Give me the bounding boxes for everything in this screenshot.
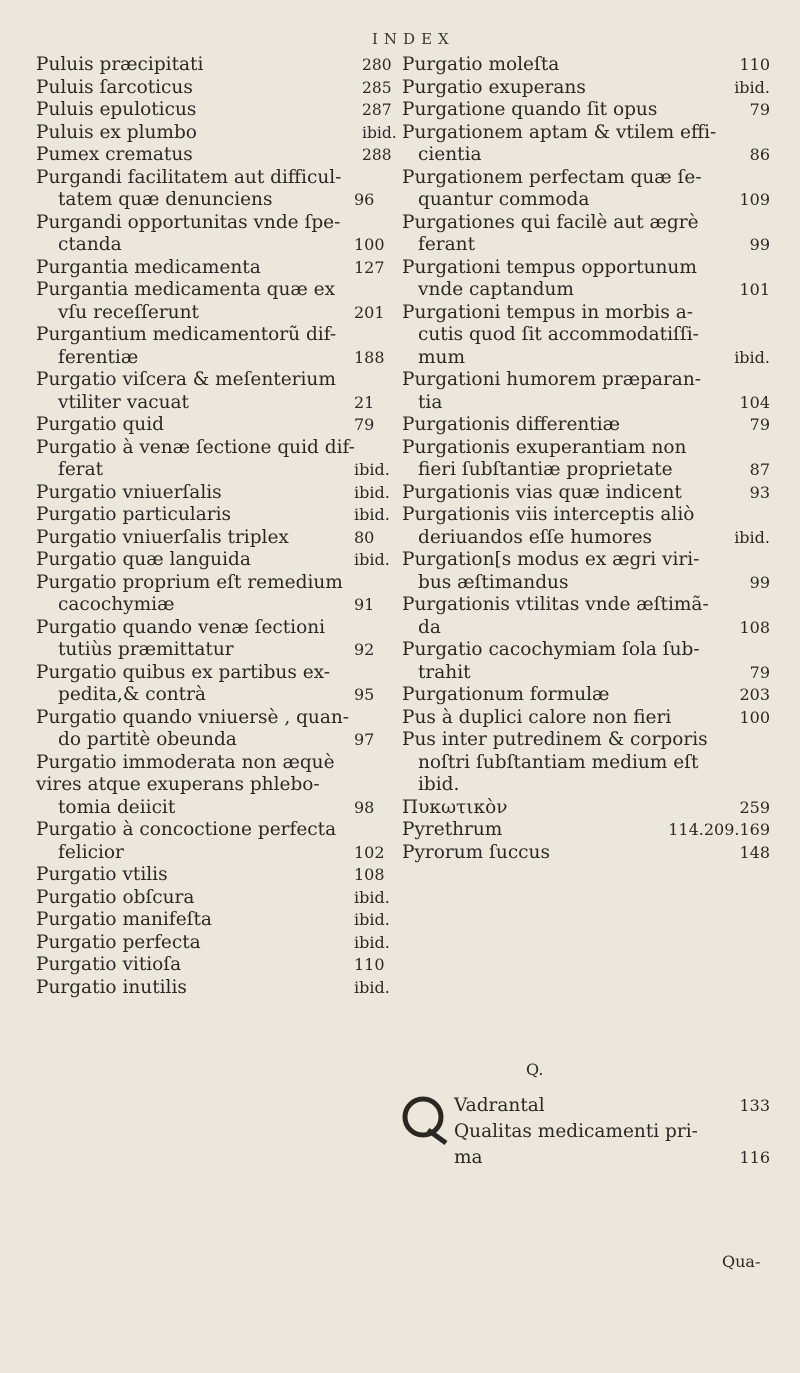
entry-text: Purgatio vniuerſalis triplex: [36, 526, 289, 548]
entry-text: Purgatio moleſta: [402, 54, 560, 75]
entry-page-number: ibid.: [354, 505, 390, 524]
entry-page-number: 127: [354, 257, 385, 277]
entry-page-number: 101: [739, 280, 770, 299]
index-entry: [362, 99, 770, 122]
entry-page-number: 188: [354, 347, 385, 367]
index-entry: [36, 909, 388, 932]
entry-page-number: 100: [739, 707, 770, 727]
index-entry: [36, 77, 388, 100]
entry-page-number: 79: [749, 415, 770, 434]
entry-text: Puluis ex plumbo: [36, 121, 197, 143]
entry-text: Purgationem aptam & vtilem effi-: [402, 121, 717, 143]
entry-text: Purgatio à concoctione perfecta: [36, 819, 337, 840]
entry-page-number: 116: [739, 1148, 770, 1167]
entry-page-number: 110: [354, 955, 385, 974]
entry-text: Pyrethrum: [402, 819, 503, 840]
entry-text: Purgantium medicamentorũ dif-: [36, 324, 337, 345]
index-entry: [36, 504, 388, 527]
entry-page-number: 114.209.169: [668, 820, 770, 839]
entry-text: Purgatio vniuerſalis: [36, 481, 222, 503]
entry-text: Purgationis vias quæ indicent: [402, 481, 682, 503]
entry-text: Purgatio vitioſa: [36, 954, 182, 975]
index-entry: [36, 932, 388, 955]
index-entry: [362, 324, 770, 347]
entry-text: Pus inter putredinem & corporis: [402, 729, 708, 750]
entry-text: Purgatio manifeſta: [36, 909, 212, 930]
entry-page-number: 259: [739, 797, 770, 817]
entry-page-number: ibid.: [734, 527, 770, 547]
entry-page-number: 108: [354, 865, 385, 884]
entry-text: ctanda: [58, 234, 122, 255]
index-entry: [36, 887, 388, 910]
left-column: [36, 54, 388, 999]
index-entry: [362, 347, 770, 370]
entry-text: Purgationem perfectam quæ ſe-: [402, 166, 702, 188]
index-entry: [362, 392, 770, 415]
entry-text: Purgatio cacochymiam ſola ſub-: [402, 639, 700, 660]
index-entry: [36, 594, 388, 617]
index-entry: [36, 819, 388, 842]
index-entry: [36, 212, 388, 235]
index-entry: [36, 414, 388, 437]
index-entry: [362, 662, 770, 685]
index-entry: [36, 347, 388, 370]
entry-page-number: 97: [354, 730, 375, 749]
entry-page-number: ibid.: [354, 550, 390, 569]
entry-text: Puluis ſarcoticus: [36, 76, 193, 98]
entry-text: tutiùs præmittatur: [58, 639, 234, 660]
index-entry: [362, 527, 770, 550]
entry-text: Purgatio immoderata non æquè: [36, 751, 335, 773]
entry-page-number: 79: [749, 662, 770, 682]
entry-page-number: 95: [354, 685, 375, 704]
index-entry: [362, 122, 770, 145]
index-entry: [36, 774, 388, 797]
index-entry: [36, 54, 388, 77]
index-entry: [362, 549, 770, 572]
entry-text: tatem quæ denunciens: [58, 189, 273, 210]
entry-text: Puluis præcipitati: [36, 54, 204, 75]
index-entry: [362, 257, 770, 280]
index-entry: [36, 459, 388, 482]
entry-text: Purgationis viis interceptis aliò: [402, 504, 695, 525]
entry-page-number: ibid.: [734, 347, 770, 367]
entry-text: Purgationes qui facilè aut ægrè: [402, 211, 699, 233]
index-entry: [36, 549, 388, 572]
index-entry: [362, 752, 770, 775]
entry-text: cientia: [418, 144, 482, 165]
entry-text: fieri ſubſtantiæ proprietate: [418, 459, 673, 480]
index-entry: [36, 99, 388, 122]
entry-page-number: 80: [354, 527, 375, 547]
left-page-number: ibid.: [362, 123, 397, 142]
entry-text: Purgationum formulæ: [402, 684, 610, 705]
entry-page-number: 104: [739, 392, 770, 412]
entry-text: noſtri ſubſtantiam medium eſt: [418, 751, 699, 773]
index-entry: [36, 482, 388, 505]
entry-text: Purgatio à venæ ſectione quid dif-: [36, 436, 355, 458]
index-entry: [362, 819, 770, 842]
entry-text: Purgatio inutilis: [36, 976, 187, 998]
index-entry: [362, 189, 770, 212]
index-entry: [362, 414, 770, 437]
entry-text: mum: [418, 346, 465, 368]
entry-text: vtiliter vacuat: [58, 391, 189, 413]
entry-page-number: ibid.: [354, 932, 390, 952]
entry-text: Puluis epuloticus: [36, 99, 197, 120]
entry-page-number: ibid.: [734, 77, 770, 97]
entry-text: Purgatio vtilis: [36, 864, 168, 885]
entry-text: Purgatio quibus ex partibus ex-: [36, 661, 331, 683]
entry-page-number: ibid.: [354, 482, 390, 502]
entry-text: ma: [454, 1147, 483, 1168]
entry-page-number: 93: [749, 482, 770, 502]
entry-text: ferant: [418, 234, 476, 255]
entry-page-number: 99: [749, 235, 770, 254]
entry-text: Purgationis exuperantiam non: [402, 436, 687, 458]
entry-text: cutis quod ſit accommodatiſſi-: [418, 324, 699, 345]
entry-page-number: 92: [354, 640, 375, 659]
index-entry: [36, 842, 388, 865]
entry-page-number: ibid.: [354, 910, 390, 929]
index-entry: [362, 437, 770, 460]
index-entry: [36, 729, 388, 752]
entry-text: ferat: [58, 459, 104, 480]
entry-text: Purgationi humorem præparan-: [402, 369, 701, 390]
entry-text: Purgatio quando vniuersè , quan-: [36, 706, 350, 728]
index-entry: [362, 279, 770, 302]
entry-text: tia: [418, 391, 443, 413]
index-entry: [36, 144, 388, 167]
entry-text: quantur commoda: [418, 189, 590, 210]
index-entry: [36, 324, 388, 347]
entry-text: Purgatio obſcura: [36, 886, 195, 908]
entry-text: felicior: [58, 841, 124, 863]
entry-page-number: ibid.: [354, 977, 390, 997]
entry-text: ibid.: [418, 774, 460, 795]
entry-page-number: 87: [749, 460, 770, 479]
index-entry: [362, 54, 770, 77]
index-entry: [36, 977, 388, 1000]
left-page-number: 288: [362, 146, 392, 164]
entry-text: ferentiæ: [58, 346, 139, 368]
entry-text: Purgatio particularis: [36, 504, 231, 525]
entry-page-number: 102: [354, 842, 385, 862]
entry-page-number: 109: [739, 190, 770, 209]
index-entry: [36, 662, 388, 685]
index-entry: [36, 527, 388, 550]
entry-page-number: 148: [739, 842, 770, 862]
entry-text: vnde captandum: [418, 279, 574, 300]
entry-text: Pumex crematus: [36, 144, 193, 165]
entry-page-number: 98: [354, 797, 375, 817]
entry-text: Purgatio perfecta: [36, 931, 201, 953]
left-page-number: 285: [362, 78, 392, 97]
index-entry: [36, 369, 388, 392]
entry-page-number: 91: [354, 595, 375, 614]
entry-text: Purgatio exuperans: [402, 76, 586, 98]
index-entry: [362, 774, 770, 797]
index-entry: [36, 752, 388, 775]
entry-text: Purgatio quando venæ ſectioni: [36, 616, 326, 638]
entry-page-number: 201: [354, 302, 385, 322]
index-entry: [36, 234, 388, 257]
entry-text: bus æſtimandus: [418, 571, 569, 593]
index-entry: [36, 302, 388, 325]
index-entry: [362, 572, 770, 595]
entry-text: Purgandi facilitatem aut difficul-: [36, 166, 342, 188]
entry-text: Purgationis differentiæ: [402, 414, 621, 435]
entry-page-number: 110: [739, 55, 770, 74]
index-entry: [362, 617, 770, 640]
index-entry: [36, 167, 388, 190]
index-entry: [362, 234, 770, 257]
entry-text: Vadrantal: [454, 1095, 545, 1116]
index-entry: [362, 482, 770, 505]
index-entry: [362, 212, 770, 235]
entry-page-number: 79: [354, 415, 375, 434]
index-entry: [36, 707, 388, 730]
left-page-number: 287: [362, 101, 392, 119]
decorated-initial-q: [398, 1092, 452, 1146]
entry-text: Purgationi tempus in morbis a-: [402, 301, 693, 323]
index-entry: [362, 797, 770, 820]
entry-text: vſu receſſerunt: [58, 301, 199, 323]
index-entry: [454, 1121, 770, 1147]
entry-text: vires atque exuperans phlebo-: [36, 774, 320, 795]
entry-text: Pus à duplici calore non fieri: [402, 706, 672, 728]
index-entry: [454, 1147, 770, 1173]
index-entry: [36, 954, 388, 977]
entry-text: Pyrorum ſuccus: [402, 841, 550, 863]
entry-text: cacochymiæ: [58, 594, 175, 615]
index-entry: [362, 167, 770, 190]
entry-page-number: 96: [354, 190, 375, 209]
index-entry: [36, 437, 388, 460]
index-entry: [36, 392, 388, 415]
index-entry: [36, 189, 388, 212]
index-entry: [36, 684, 388, 707]
entry-page-number: 100: [354, 235, 385, 254]
index-entry: [362, 684, 770, 707]
entry-page-number: 21: [354, 392, 375, 412]
index-entry: [36, 257, 388, 280]
entry-text: Purgationi tempus opportunum: [402, 256, 697, 278]
entry-text: do partitè obeunda: [58, 729, 237, 750]
entry-text: Purgantia medicamenta: [36, 256, 261, 278]
entry-page-number: 108: [739, 617, 770, 637]
entry-text: Purgatio quæ languida: [36, 549, 251, 570]
entry-text: Purgation[s modus ex ægri viri-: [402, 549, 700, 570]
entry-text: Πυκωτικὸν: [402, 796, 508, 818]
entry-text: deriuandos eſſe humores: [418, 526, 653, 548]
index-entry: [362, 459, 770, 482]
index-entry: [36, 639, 388, 662]
entry-text: Purgandi opportunitas vnde ſpe-: [36, 211, 341, 233]
entry-page-number: ibid.: [354, 460, 390, 479]
entry-text: Purgatio quid: [36, 414, 164, 435]
entry-text: Purgatio viſcera & meſenterium: [36, 369, 336, 390]
index-entry: [362, 707, 770, 730]
entry-page-number: 99: [749, 572, 770, 592]
index-entry: [362, 302, 770, 325]
entry-text: Purgationis vtilitas vnde æſtimã-: [402, 594, 709, 615]
entry-text: Purgatione quando ſit opus: [402, 99, 658, 120]
index-entry: [362, 77, 770, 100]
entry-text: Purgantia medicamenta quæ ex: [36, 279, 336, 300]
entry-text: da: [418, 616, 441, 638]
index-entry: [36, 122, 388, 145]
entry-text: Qualitas medicamenti pri-: [454, 1121, 698, 1142]
page-header: INDEX: [372, 30, 455, 48]
index-entry: [36, 279, 388, 302]
index-entry: [36, 572, 388, 595]
index-entry: [362, 729, 770, 752]
entry-text: trahit: [418, 661, 471, 683]
entry-page-number: 86: [749, 145, 770, 164]
index-entry: [36, 864, 388, 887]
entry-text: pedita,& contrà: [58, 684, 206, 705]
index-entry: [362, 594, 770, 617]
index-entry: [36, 797, 388, 820]
entry-page-number: 79: [749, 100, 770, 119]
section-header-q: Q.: [526, 1060, 544, 1079]
entry-text: tomia deiicit: [58, 796, 176, 818]
index-entry: [454, 1095, 770, 1121]
entry-text: Purgatio proprium eſt remedium: [36, 571, 343, 593]
index-entry: [362, 369, 770, 392]
left-page-number: 280: [362, 56, 392, 74]
catchword: Qua-: [722, 1252, 761, 1271]
entry-page-number: 203: [739, 685, 770, 704]
entry-page-number: ibid.: [354, 887, 390, 907]
index-entry: [36, 617, 388, 640]
index-entry: [362, 842, 770, 865]
index-entry: [362, 639, 770, 662]
right-column: [362, 54, 770, 864]
index-entry: [362, 144, 770, 167]
entry-page-number: 133: [739, 1096, 770, 1115]
q-entries: [454, 1095, 770, 1173]
index-entry: [362, 504, 770, 527]
